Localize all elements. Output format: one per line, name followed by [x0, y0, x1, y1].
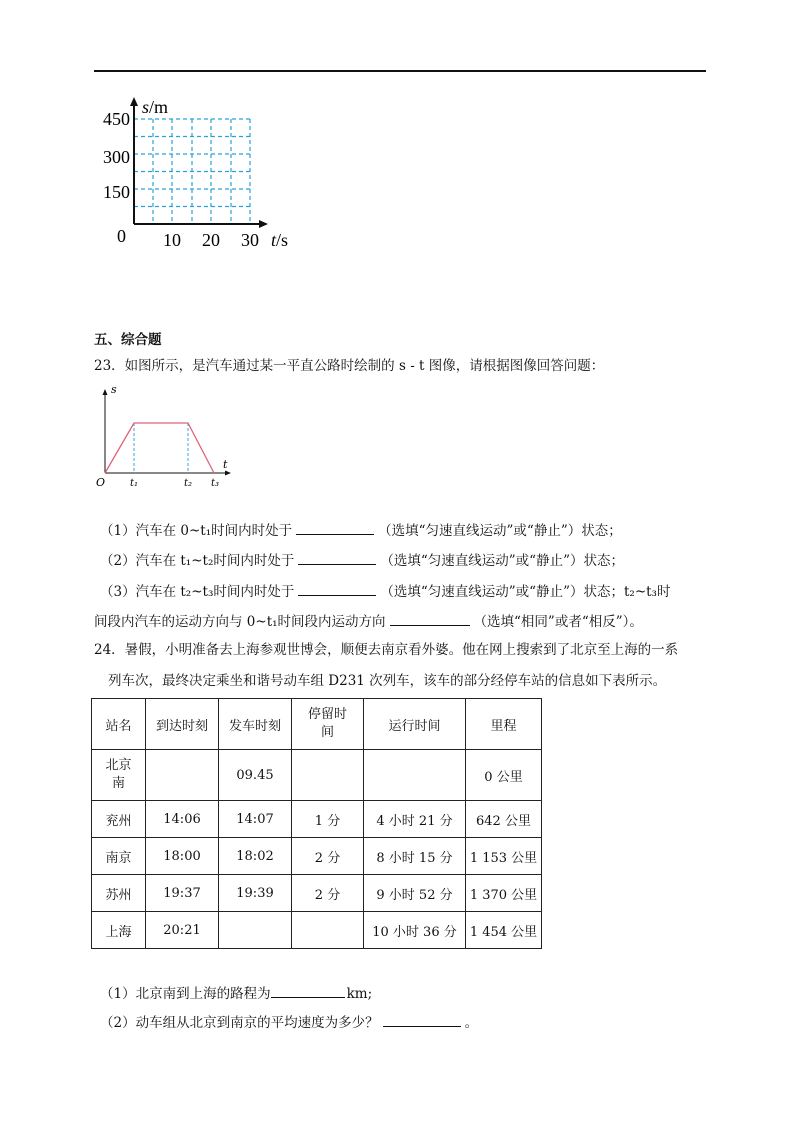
x-tick-label: 30 [241, 230, 259, 250]
header-cell: 站名 [92, 699, 146, 750]
q24-part1: （1）北京南到上海的路程为 km; [100, 983, 372, 1003]
t-axis-label: t [223, 458, 228, 471]
y-tick-label: 300 [103, 147, 130, 167]
y-tick-label: 450 [103, 109, 130, 129]
train-schedule-table [91, 698, 542, 949]
y-axis-arrow [130, 97, 138, 106]
table-cell: 18:00 [146, 838, 219, 875]
table-cell: 14:06 [146, 801, 219, 838]
table-row [92, 875, 542, 912]
table-cell [292, 912, 364, 949]
table-header-row [92, 699, 542, 750]
table-cell: 苏州 [92, 875, 146, 912]
t3-label: t₃ [211, 478, 220, 489]
q24-stem-line1: 24．暑假，小明准备去上海参观世博会，顺便去南京看外婆。他在网上搜索到了北京至上海的一系 [94, 642, 679, 658]
st-line [105, 423, 214, 473]
section-title: 五、综合题 [94, 332, 162, 348]
table-cell: 1 153 公里 [466, 838, 542, 875]
table-cell: 北京南 [92, 750, 146, 801]
table-cell: 1 分 [292, 801, 364, 838]
header-rule [94, 70, 706, 72]
table-row [92, 801, 542, 838]
table-cell [292, 750, 364, 801]
table-cell: 18:02 [219, 838, 292, 875]
x-axis-label: t/s [271, 230, 289, 250]
answer-blank[interactable] [298, 581, 376, 596]
x-axis-arrow [259, 220, 268, 228]
header-cell: 停留时间 [292, 699, 364, 750]
table-cell: 0 公里 [466, 750, 542, 801]
table-row [92, 912, 542, 949]
t2-label: t₂ [184, 478, 193, 489]
table-cell: 20:21 [146, 912, 219, 949]
table-cell: 8 小时 15 分 [364, 838, 466, 875]
grid-lines [134, 119, 250, 224]
table-cell: 19:37 [146, 875, 219, 912]
st-grid-chart [90, 95, 310, 255]
header-cell: 发车时刻 [219, 699, 292, 750]
table-cell: 9 小时 52 分 [364, 875, 466, 912]
table-cell: 1 454 公里 [466, 912, 542, 949]
y-axis-label: s/m [142, 97, 169, 117]
x-tick-label: 10 [163, 230, 181, 250]
table-row [92, 750, 542, 801]
origin-label: 0 [117, 226, 126, 246]
table-cell: 兖州 [92, 801, 146, 838]
table-cell: 10 小时 36 分 [364, 912, 466, 949]
table-cell: 19:39 [219, 875, 292, 912]
answer-blank[interactable] [298, 550, 376, 565]
table-row [92, 838, 542, 875]
table-cell: 南京 [92, 838, 146, 875]
q23-part3-cont: 间段内汽车的运动方向与 0~t₁时间段内运动方向 （选填“相同”或者“相反”）。 [94, 611, 643, 631]
header-cell: 里程 [466, 699, 542, 750]
answer-blank[interactable] [383, 1012, 461, 1027]
q23-part2: （2）汽车在 t₁~t₂时间内时处于 （选填“匀速直线运动”或“静止”）状态； [100, 550, 624, 570]
table-cell [219, 912, 292, 949]
q23-part1: （1）汽车在 0~t₁时间内时处于 （选填“匀速直线运动”或“静止”）状态； [100, 520, 622, 540]
table-cell: 642 公里 [466, 801, 542, 838]
table-cell: 14:07 [219, 801, 292, 838]
q24-stem-line2: 列车次，最终决定乘坐和谐号动车组 D231 次列车，该车的部分经停车站的信息如下表所示。 [108, 673, 667, 689]
x-tick-label: 20 [202, 230, 220, 250]
header-cell: 运行时间 [364, 699, 466, 750]
q23-part3: （3）汽车在 t₂~t₃时间内时处于 （选填“匀速直线运动”或“静止”）状态；t₂~t₃时 [100, 581, 670, 601]
table-cell: 上海 [92, 912, 146, 949]
table-cell: 1 370 公里 [466, 875, 542, 912]
answer-blank[interactable] [271, 983, 345, 998]
table-cell: 2 分 [292, 838, 364, 875]
answer-blank[interactable] [296, 520, 374, 535]
table-cell: 2 分 [292, 875, 364, 912]
header-cell: 到达时刻 [146, 699, 219, 750]
table-cell [146, 750, 219, 801]
y-tick-label: 150 [103, 182, 130, 202]
table-cell [364, 750, 466, 801]
table-cell: 4 小时 21 分 [364, 801, 466, 838]
t1-label: t₁ [130, 478, 139, 489]
s-axis-label: s [111, 383, 117, 396]
q23-stem: 23．如图所示，是汽车通过某一平直公路时绘制的 s - t 图像，请根据图像回答问题： [94, 358, 605, 374]
q23-st-figure [92, 382, 242, 492]
origin-label: O [96, 476, 106, 489]
table-cell: 09.45 [219, 750, 292, 801]
answer-blank[interactable] [390, 611, 470, 626]
q24-part2: （2）动车组从北京到南京的平均速度为多少？ 。 [100, 1012, 478, 1032]
